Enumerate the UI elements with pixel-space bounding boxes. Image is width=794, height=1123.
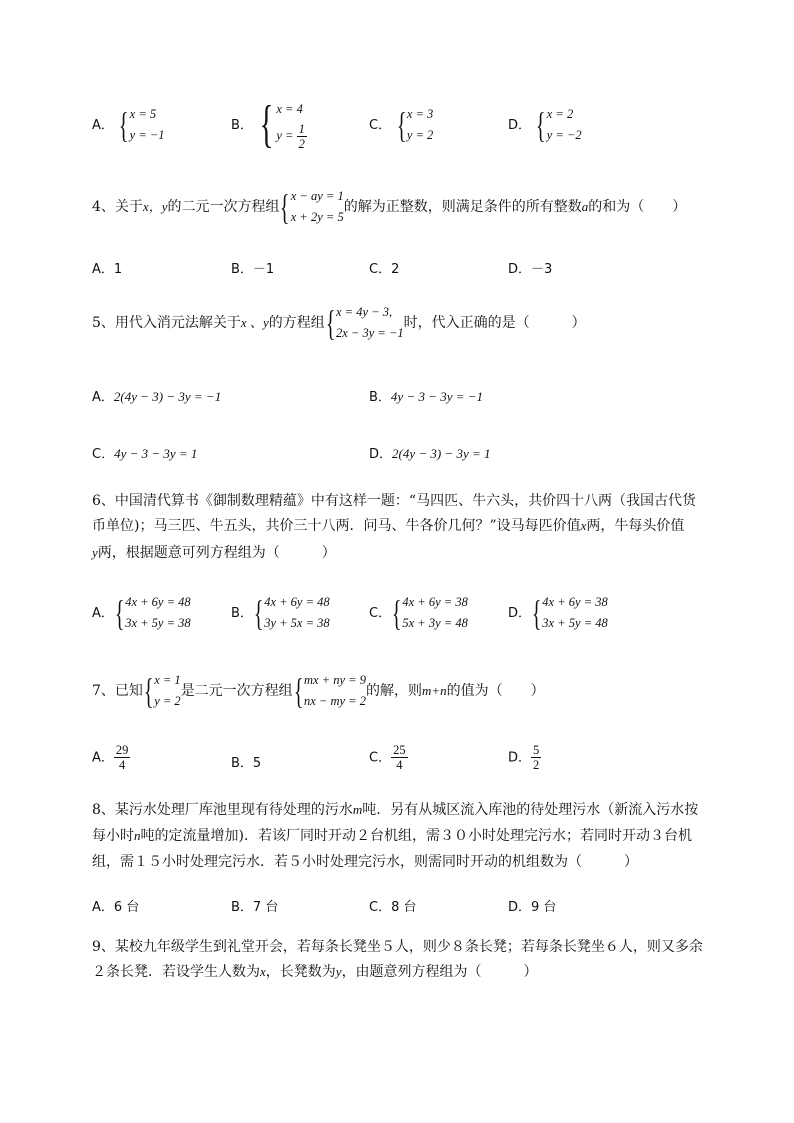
brace: { (293, 671, 304, 711)
question-8-line-1: 8、某污水处理厂库池里现有待处理的污水m吨．另有从城区流入库池的待处理污水（新流入污水按 (92, 802, 699, 818)
equation-system: { 4x + 6y = 48 3x + 5y = 38 (114, 593, 191, 633)
equation-system: { x = 1 y = 2 (143, 671, 181, 711)
question-5: 5、用代入消元法解关于x 、y的方程组 { x = 4y − 3, 2x − 3y = −1 时，代入正确的是（ ） (92, 303, 586, 343)
brace: { (114, 593, 125, 633)
fraction: $\frac{25}{4}$ (393, 743, 406, 772)
q4-option-b: B．－1 (231, 262, 275, 277)
equation-system (257, 98, 306, 152)
equation-system: { 4x + 6y = 38 5x + 3y = 48 (391, 593, 468, 633)
equation-system: { mx + ny = 9 nx − my = 2 (293, 671, 366, 711)
q6-option-a: A． { 4x + 6y = 48 3x + 5y = 38 (92, 593, 191, 633)
q6-option-c: C． { 4x + 6y = 38 5x + 3y = 48 (369, 593, 468, 633)
q3-option-c (369, 105, 433, 145)
q5-option-a: A．2(4y − 3) − 3y = −1 (92, 389, 222, 405)
option-label: D． (508, 118, 532, 133)
equation: y = 2 (406, 128, 434, 142)
equation: y = −2 (546, 128, 582, 142)
q8-option-a: A．6 台 (92, 900, 140, 915)
brace: { (119, 105, 129, 145)
brace: { (391, 593, 402, 633)
question-8-line-3: 组，需１５小时处理完污水．若５小时处理完污水，则需同时开动的机组数为（ ） (92, 854, 638, 870)
fraction: $\frac{5}{2}$ (533, 743, 540, 772)
question-4: 4、关于x，y的二元一次方程组 { x − ay = 1 x + 2y = 5 的解为正整数，则满足条件的所有整数a的和为（ ） (92, 187, 687, 227)
q3-option-b (231, 98, 307, 152)
q6-option-b: B． { 4x + 6y = 48 3y + 5x = 38 (231, 593, 330, 633)
q7-option-c: C． $\frac{25}{4}$ (369, 743, 406, 772)
q7-option-b: B．5 (231, 756, 262, 771)
q6-option-d: D． { 4x + 6y = 38 3x + 5y = 48 (508, 593, 608, 633)
fraction: $\frac{29}{4}$ (115, 743, 129, 772)
equation: y = $\frac{1}{2}$ (276, 122, 305, 151)
q7-option-d: D． $\frac{5}{2}$ (508, 743, 540, 772)
equation-system: { 4x + 6y = 48 3y + 5x = 38 (253, 593, 330, 633)
q3-option-d (508, 105, 582, 145)
brace: { (253, 593, 264, 633)
equation-system (396, 105, 434, 145)
equation: x = 3 (406, 107, 434, 121)
equation-system: { x = 4y − 3, 2x − 3y = −1 (325, 303, 404, 343)
fraction: $\frac{1}{2}$ (298, 122, 305, 151)
brace: { (280, 187, 290, 227)
q4-option-a: A．1 (92, 262, 123, 277)
q8-option-c: C．8 台 (369, 900, 417, 915)
question-8-line-2: 每小时n吨的定流量增加)．若该厂同时开动２台机组，需３０小时处理完污水；若同时开动３台机 (92, 828, 692, 844)
option-label: B． (231, 118, 253, 133)
equation: x = 5 (129, 107, 157, 121)
question-7: 7、已知 { x = 1 y = 2 是二元一次方程组 { mx + ny = 9 nx − my = 2 的解，则m+n的值为（ ） (92, 671, 545, 711)
question-9-line-2: ２条长凳．若设学生人数为x，长凳数为y，由题意列方程组为（ ） (92, 964, 538, 980)
equation-system (535, 105, 581, 145)
equation-system (118, 105, 164, 145)
question-6-line-1: 6、中国清代算书《御制数理精蕴》中有这样一题：“马四匹、牛六头，共价四十八两（我国古代货 (92, 493, 697, 509)
equation-system: { x − ay = 1 x + 2y = 5 (280, 187, 344, 227)
q4-option-c: C．2 (369, 262, 400, 277)
q8-option-d: D．9 台 (508, 900, 557, 915)
question-6-line-3: y两，根据题意可列方程组为（ ） (92, 545, 336, 561)
q5-option-c: C．4y − 3 − 3y = 1 (92, 446, 198, 462)
brace: { (531, 593, 542, 633)
equation: y = −1 (129, 128, 165, 142)
brace: { (396, 105, 406, 145)
q3-option-a (92, 105, 165, 145)
q5-option-d: D．2(4y − 3) − 3y = 1 (369, 446, 491, 462)
q5-option-b: B．4y − 3 − 3y = −1 (369, 389, 484, 405)
q7-option-a: A． $\frac{29}{4}$ (92, 743, 129, 772)
equation: x = 2 (546, 107, 574, 121)
brace: { (143, 671, 154, 711)
brace: { (536, 105, 546, 145)
q4-option-d: D．－3 (508, 262, 553, 277)
option-label: A． (92, 118, 114, 133)
equation: x = 4 (276, 102, 303, 116)
option-label: C． (369, 118, 392, 133)
brace: { (325, 303, 336, 343)
equation-system: { 4x + 6y = 38 3x + 5y = 48 (531, 593, 608, 633)
q8-option-b: B．7 台 (231, 900, 279, 915)
brace: { (259, 96, 274, 153)
question-6-line-2: 币单位)；马三匹、牛五头，共价三十八两．问马、牛各价几何？”设马每匹价值x两，牛每头价值 (92, 518, 685, 534)
question-9-line-1: 9、某校九年级学生到礼堂开会，若每条长凳坐５人，则少８条长凳；若每条长凳坐６人，则又多余 (92, 939, 703, 955)
